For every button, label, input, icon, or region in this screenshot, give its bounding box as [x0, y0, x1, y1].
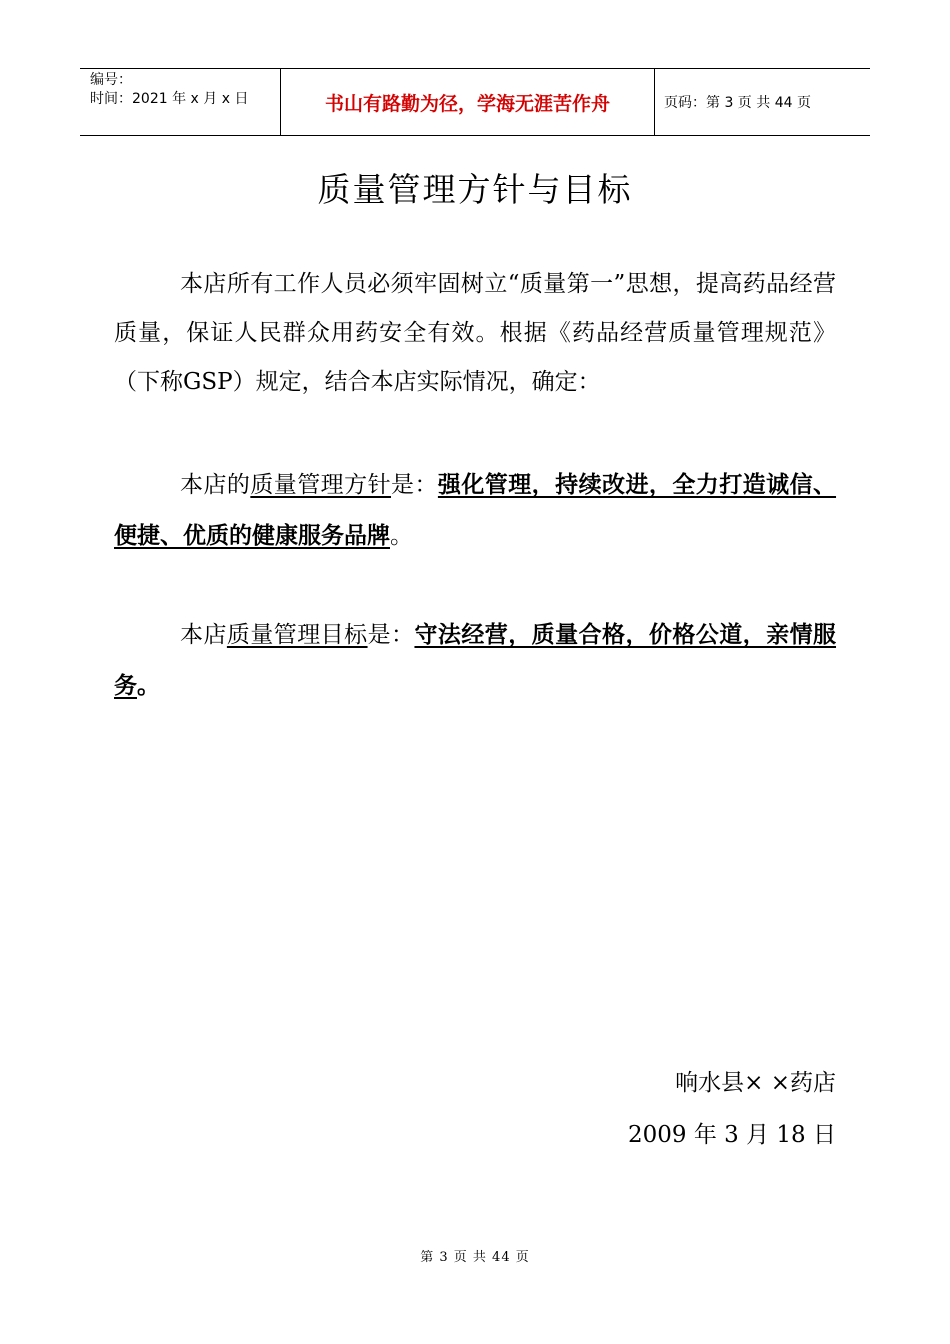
- objective-end: 。: [137, 673, 160, 699]
- objective-content: 守法经营，质量合格，价格公道，亲情服务: [114, 622, 837, 699]
- policy-paragraph: [114, 460, 836, 562]
- intro-paragraph: 本店所有工作人员必须牢固树立“质量第一”思想，提高药品经营质量，保证人民群众用药安全有效。根据《药品经营质量管理规范》（下称GSP）规定，结合本店实际情况，确定：: [114, 271, 836, 395]
- objective-term: 质量管理目标: [226, 622, 368, 648]
- time-label: 时间：2021 年 x 月 x 日: [90, 91, 249, 107]
- signature-store: 响水县× ×药店: [675, 1070, 836, 1096]
- policy-term: 质量管理方针: [250, 472, 392, 498]
- header-meta: [80, 69, 281, 135]
- header-page-info: 页码：第 3 页 共 44 页: [664, 95, 811, 111]
- objective-lead: 本店: [180, 622, 227, 648]
- policy-content: 强化管理，持续改进，全力打造诚信、便捷、优质的健康服务品牌: [114, 472, 837, 549]
- header-slogan: 书山有路勤为径，学海无涯苦作舟: [281, 69, 655, 135]
- page-title: 质量管理方针与目标: [317, 170, 633, 209]
- objective-mid: 是：: [367, 622, 415, 648]
- objective-paragraph: [114, 610, 836, 712]
- policy-mid: 是：: [391, 472, 438, 498]
- page-footer: 第 3 页 共 44 页: [420, 1250, 530, 1265]
- number-label: 编号：: [90, 72, 132, 88]
- document-header: [80, 68, 870, 136]
- policy-end: 。: [390, 523, 413, 549]
- signature-date: 2009 年 3 月 18 日: [628, 1122, 836, 1148]
- policy-lead: 本店的: [180, 472, 251, 498]
